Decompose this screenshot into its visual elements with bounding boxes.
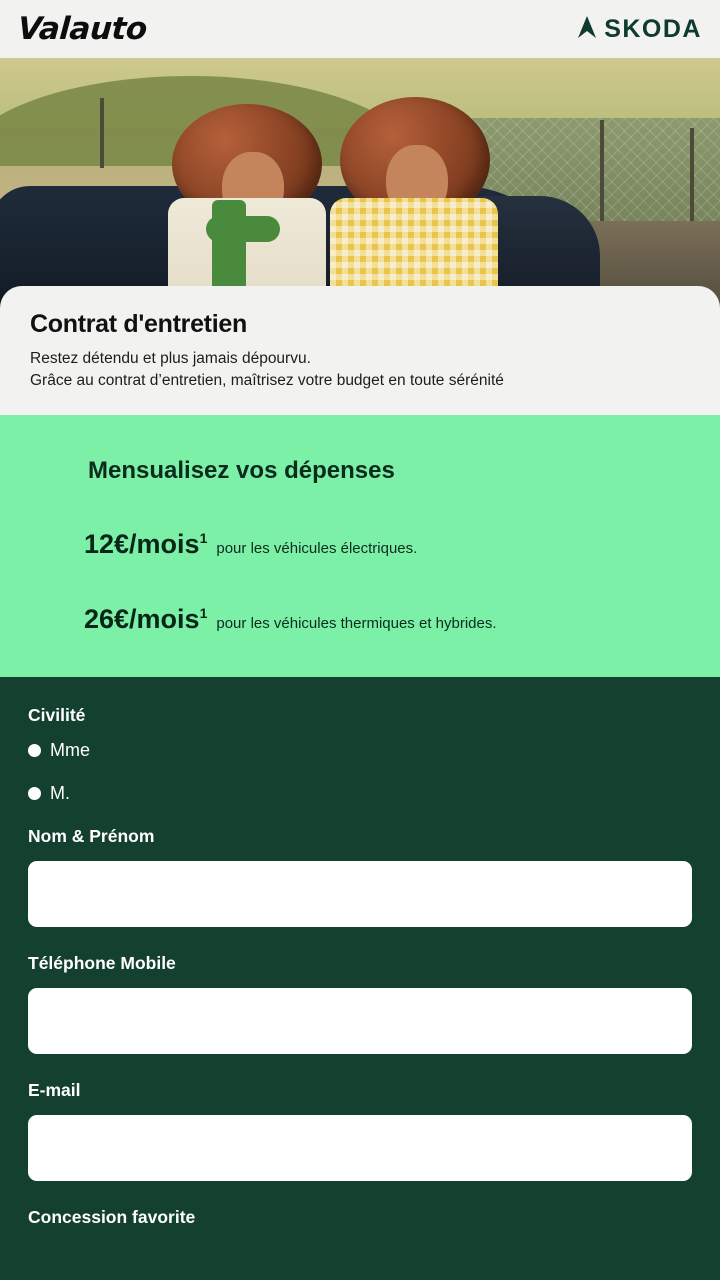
skoda-wordmark: SKODA [604, 14, 702, 43]
site-header [0, 0, 720, 58]
phone-label: Téléphone Mobile [28, 952, 176, 973]
offer-title: Mensualisez vos dépenses [88, 456, 395, 484]
skoda-arrow-icon [576, 14, 598, 45]
hero-pole-3 [100, 98, 104, 168]
price-row-electric [84, 529, 690, 560]
intro-card [0, 286, 720, 415]
price-value-electric: 12€/mois [84, 528, 200, 559]
contact-form [0, 677, 720, 1280]
valauto-logo[interactable]: Valauto [16, 11, 148, 47]
price-amount-thermal [84, 604, 207, 635]
dealership-label: Concession favorite [28, 1206, 196, 1227]
civility-label: Civilité [28, 704, 86, 725]
hero-person-right [310, 101, 510, 316]
hero-image [0, 58, 720, 316]
page-title: Contrat d'entretien [30, 310, 247, 338]
radio-option-mme[interactable] [28, 740, 692, 761]
price-footnote-electric: 1 [199, 529, 208, 546]
price-amount-electric [84, 529, 207, 560]
email-label: E-mail [28, 1079, 81, 1100]
radio-label-m: M. [50, 782, 70, 803]
skoda-logo[interactable] [576, 14, 702, 45]
price-footnote-thermal: 1 [199, 604, 208, 621]
price-value-thermal: 26€/mois [84, 603, 200, 634]
intro-line-2: Grâce au contrat d’entretien, maîtrisez votre budget en toute sérénité [30, 372, 504, 390]
radio-label-mme: Mme [50, 739, 90, 760]
price-row-thermal [84, 604, 690, 635]
radio-icon-mme[interactable] [28, 744, 41, 757]
radio-option-m[interactable] [28, 783, 692, 804]
name-input[interactable] [28, 861, 692, 927]
email-input[interactable] [28, 1115, 692, 1181]
hero-person-left-collar [206, 216, 280, 242]
offer-section [0, 415, 720, 677]
intro-line-1: Restez détendu et plus jamais dépourvu. [30, 350, 311, 367]
phone-input[interactable] [28, 988, 692, 1054]
name-label: Nom & Prénom [28, 825, 155, 846]
radio-icon-m[interactable] [28, 787, 41, 800]
price-note-electric: pour les véhicules électriques. [216, 539, 418, 557]
price-note-thermal: pour les véhicules thermiques et hybrides. [216, 614, 497, 632]
